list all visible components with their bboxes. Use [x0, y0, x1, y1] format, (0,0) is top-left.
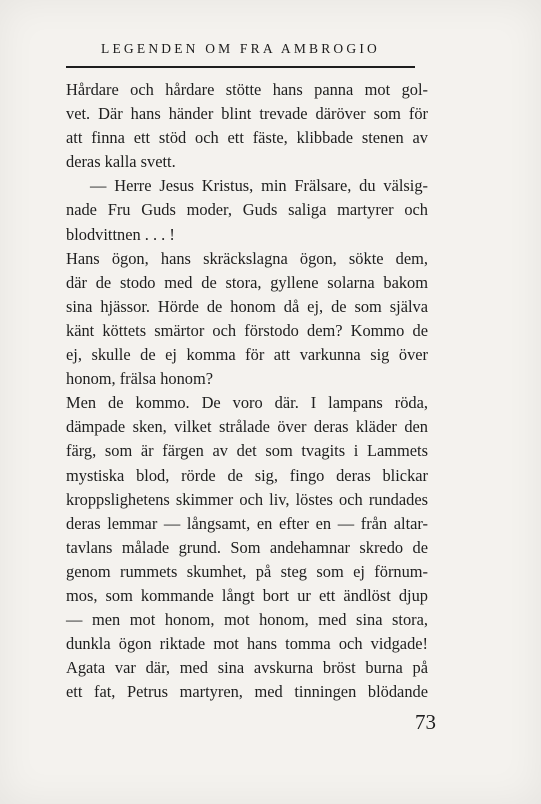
text-line: Men de kommo. De voro där. I lampans röda, [66, 393, 428, 413]
body-text [66, 78, 428, 704]
text-line: blodvittnen . . . ! [66, 224, 175, 244]
text-line: dunkla ögon riktade mot hans tomma och vidgade! [66, 634, 428, 654]
text-line: dämpade sken, vilket strålade över deras kläder den [66, 417, 428, 437]
text-line: deras kalla svett. [66, 152, 176, 172]
text-line: Hårdare och hårdare stötte hans panna mot gol- [66, 80, 428, 99]
text-line: — Herre Jesus Kristus, min Frälsare, du välsig- [90, 176, 428, 196]
text-line: mos, som kommande långt bort ur ett ändlöst djup [66, 585, 428, 605]
text-line: där de stodo med de stora, gyllene solarna bakom [66, 272, 428, 292]
text-line: ej, skulle de ej komma för att varkunna sig över [66, 345, 428, 365]
text-line: ett fat, Petrus martyren, med tinningen blödande [66, 682, 428, 702]
text-line: genom rummets skumhet, på steg som ej förnum- [66, 561, 428, 581]
text-line: Agata var där, med sina avskurna bröst burna på [66, 658, 428, 678]
page-number: 73 [415, 710, 436, 734]
text-line: — men mot honom, mot honom, med sina stora, [66, 610, 428, 630]
text-line: sina hjässor. Hörde de honom då ej, de som själva [66, 296, 428, 316]
text-line: kroppslighetens skimmer och liv, löstes och rundades [66, 489, 428, 509]
text-line: vet. Där hans händer blint trevade däröver som för [66, 104, 428, 124]
text-line: färg, som är färgen av det som tvagits i Lammets [66, 441, 428, 461]
text-line: deras lemmar — långsamt, en efter en — från altar- [66, 513, 428, 533]
text-line: honom, frälsa honom? [66, 369, 214, 389]
header-rule [66, 66, 415, 68]
text-line: mystiska blod, rörde de sig, fingo deras blickar [66, 465, 428, 485]
text-line: nade Fru Guds moder, Guds saliga martyrer och [66, 200, 428, 220]
running-head: LEGENDEN OM FRA AMBROGIO [101, 41, 380, 56]
text-line: att finna ett stöd och ett fäste, klibbade stenen av [66, 128, 428, 148]
text-line: Hans ögon, hans skräckslagna ögon, sökte dem, [66, 248, 428, 268]
text-line: känt köttets smärtor och förstodo dem? Kommo de [66, 320, 428, 340]
text-line: tavlans målade grund. Som andehamnar skredo de [66, 537, 428, 557]
